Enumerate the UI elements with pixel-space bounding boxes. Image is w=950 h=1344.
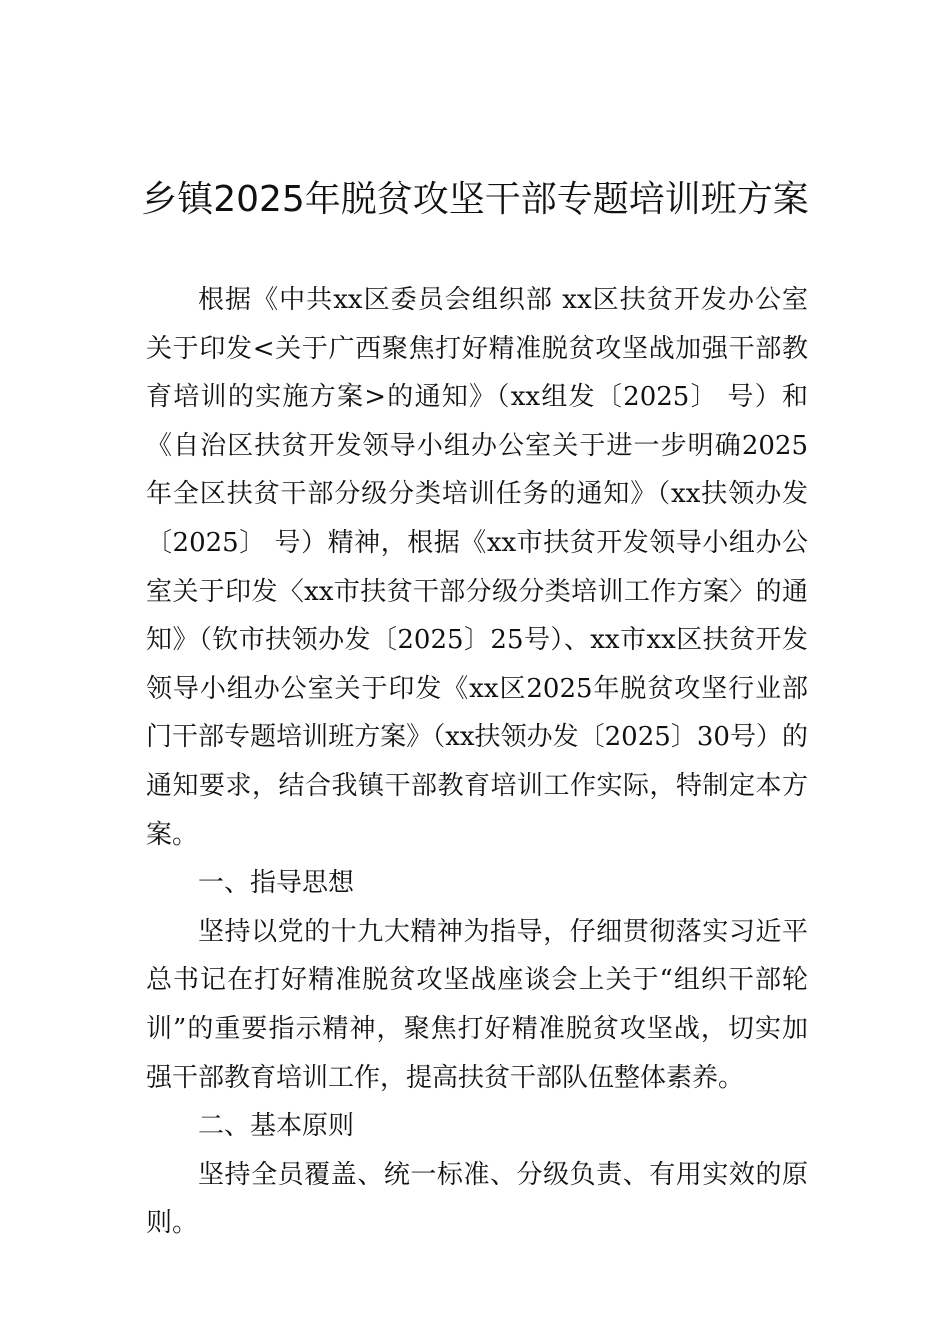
intro-paragraph: 根据《中共xx区委员会组织部 xx区扶贫开发办公室关于印发<关于广西聚焦打好精准脱贫攻坚战加强干部教育培训的实施方案>的通知》（xx组发〔2025〕 号）和《自治区扶贫开发领导小组办公室关于进一步明确2025年全区扶贫干部分级分类培训任务的通知》（xx扶领办发〔2025〕 号）精神，根据《xx市扶贫开发领导小组办公室关于印发〈xx市扶贫干部分级分类培训工作方案〉的通知》（钦市扶领办发〔2025〕25号）、xx市xx区扶贫开发领导小组办公室关于印发《xx区2025年脱贫攻坚行业部门干部专题培训班方案》（xx扶领办发〔2025〕30号）的通知要求，结合我镇干部教育培训工作实际，特制定本方案。 — [146, 285, 808, 850]
section-heading-guiding-ideology: 一、指导思想 — [198, 868, 355, 899]
section-heading-basic-principles: 二、基本原则 — [198, 1111, 355, 1142]
document-title: 乡镇2025年脱贫攻坚干部专题培训班方案 — [141, 179, 809, 220]
document-body — [146, 276, 808, 1248]
basic-principles-paragraph: 坚持全员覆盖、统一标准、分级负责、有用实效的原则。 — [146, 1159, 808, 1239]
guiding-ideology-paragraph: 坚持以党的十九大精神为指导，仔细贯彻落实习近平总书记在打好精准脱贫攻坚战座谈会上关于“组织干部轮训”的重要指示精神，聚焦打好精准脱贫攻坚战，切实加强干部教育培训工作，提高扶贫干部队伍整体素养。 — [146, 916, 808, 1093]
